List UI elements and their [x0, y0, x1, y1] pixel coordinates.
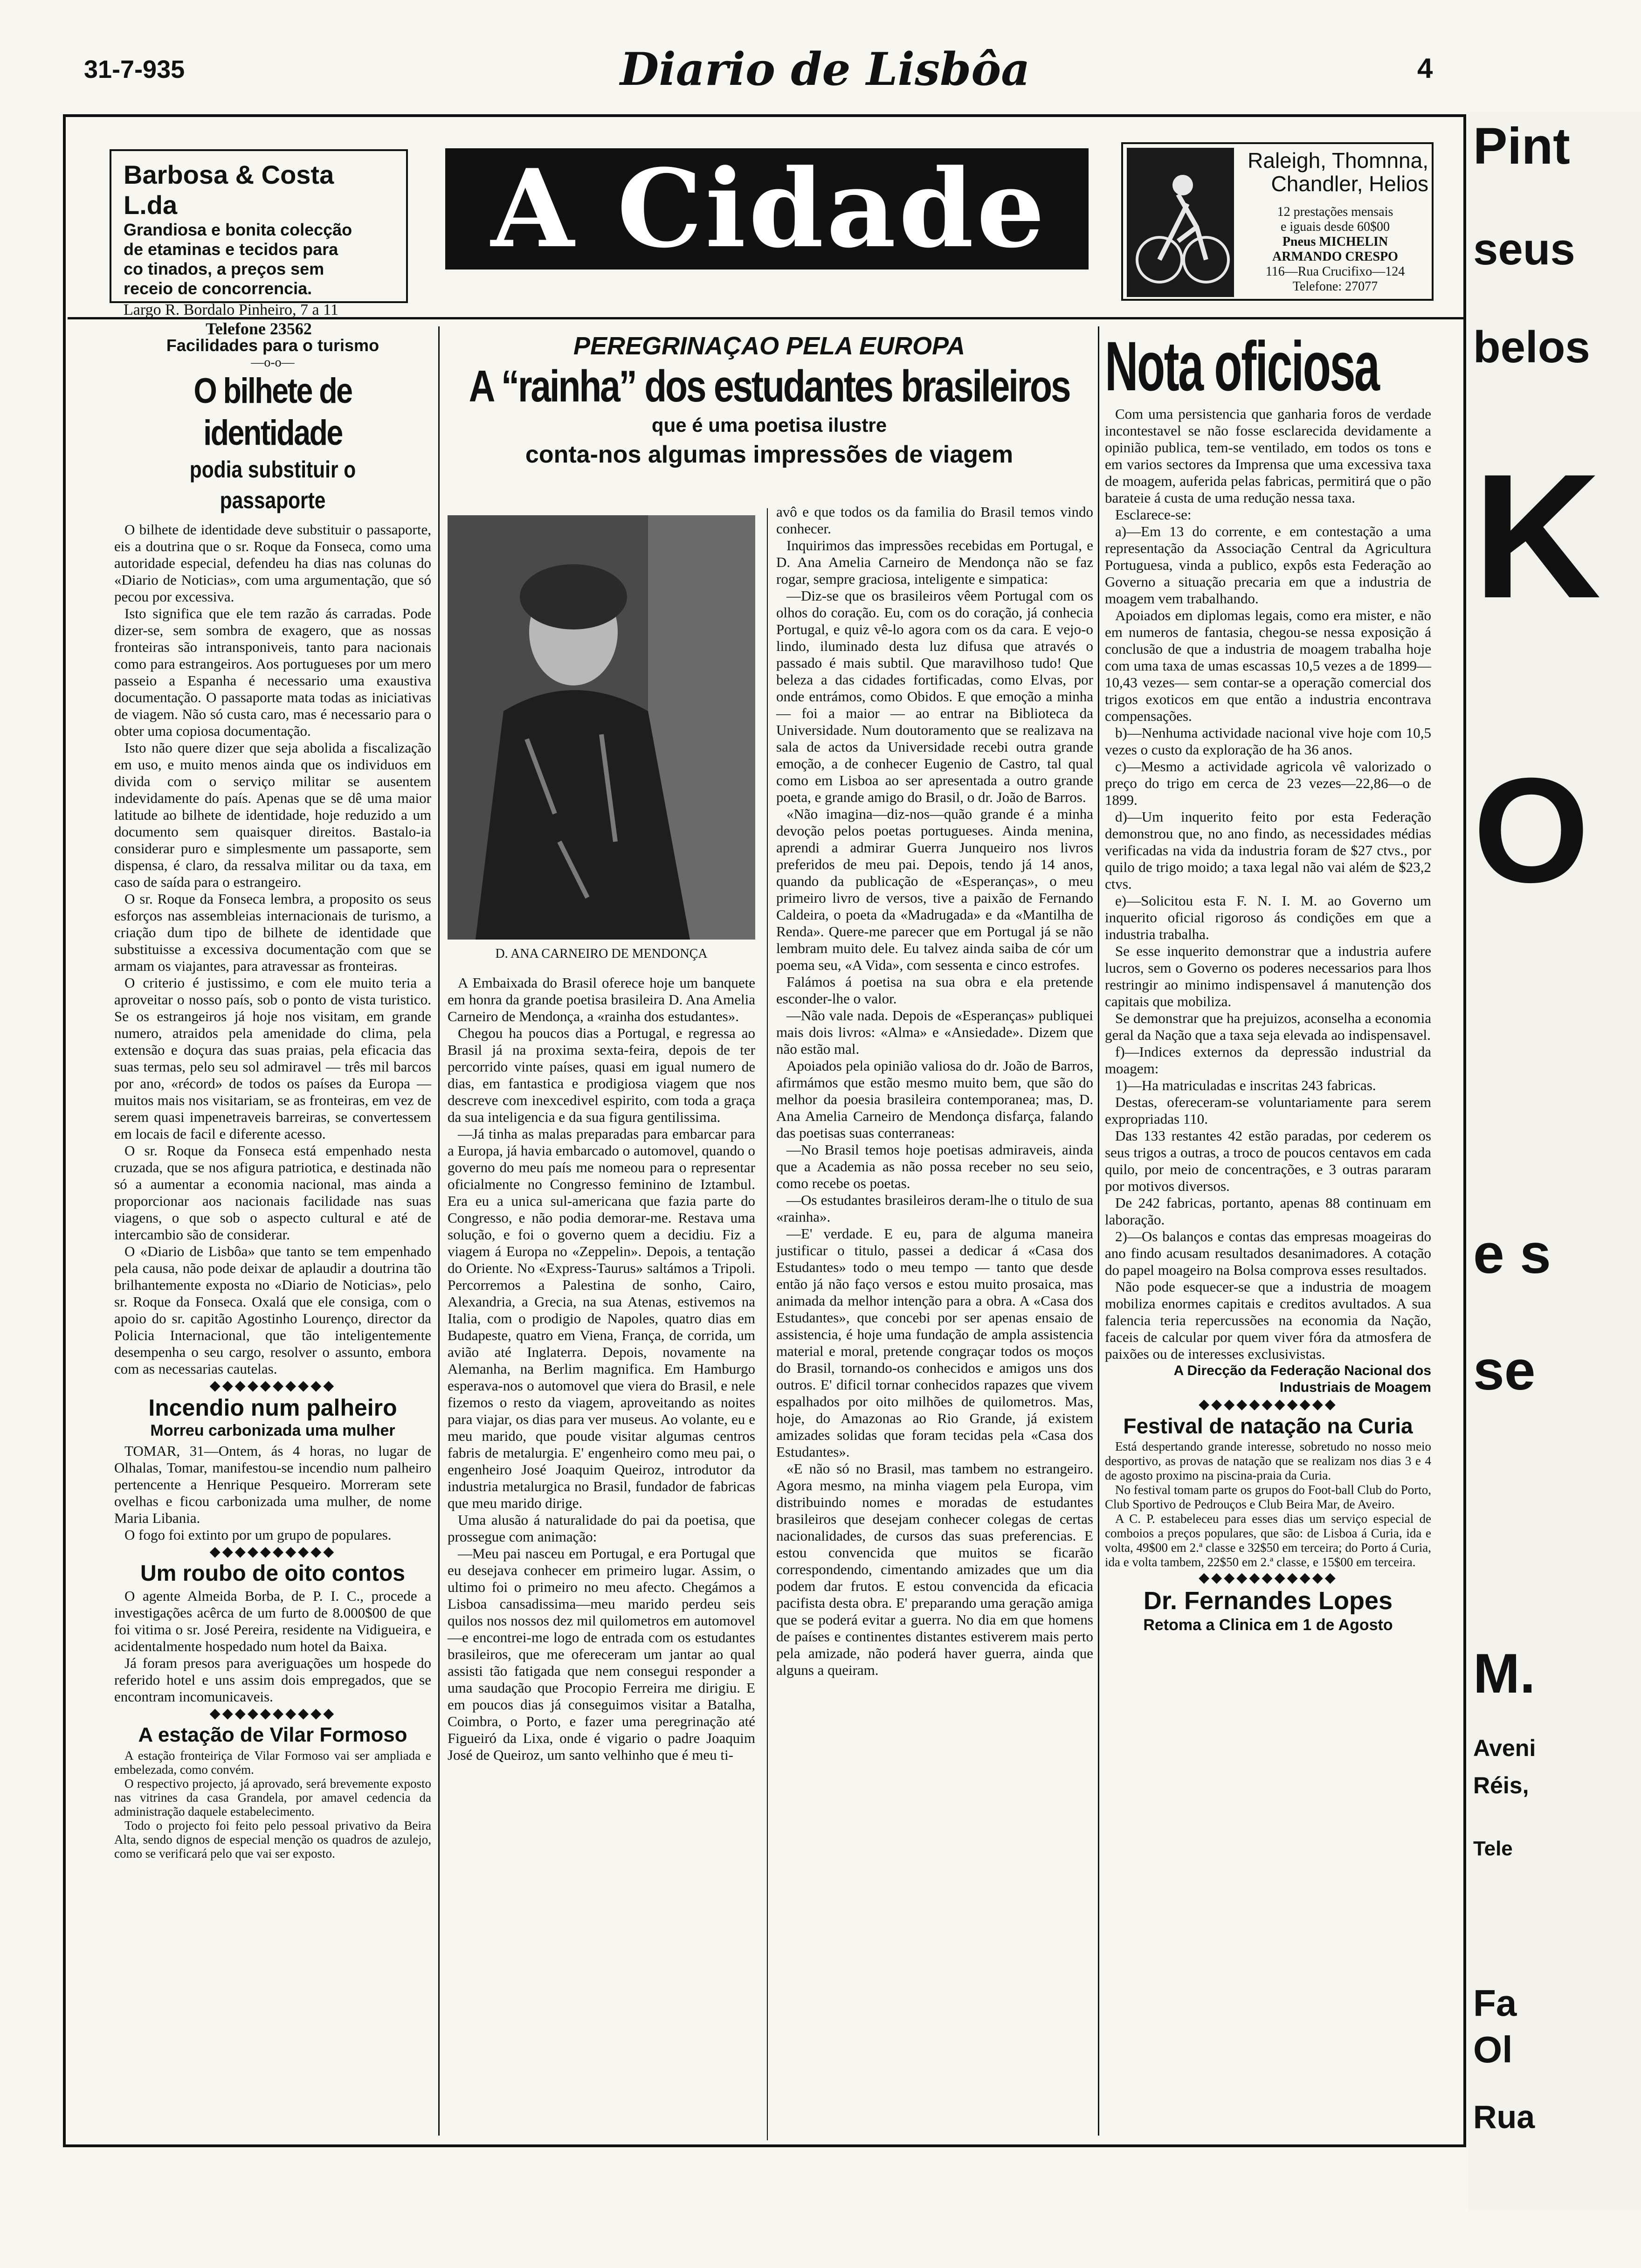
newspaper-title: Diario de Lisbôa [620, 43, 1030, 96]
paragraph: —Os estudantes brasileiros deram-lhe o titulo de sua «rainha». [776, 1192, 1093, 1225]
paragraph: Esclarece-se: [1115, 506, 1192, 523]
paragraph: —Meu pai nasceu em Portugal, e era Portugal que eu desejava conhecer em primeiro lugar. Assim, o ultimo foi o primeiro no meu afecto. Chegámos a Lisboa cansadissima—meu marido perdeu seis quilos nos nossos dez mil quilometros em automovel—e encontrei-me logo de entrada com os estudantes brasileiros, que me ofereceram um jantar ao qual assisti tão fatigada que nem consegui responder a uma saudação que Procopio Ferreira me dirigiu. E em poucos dias já conseguimos visitar a Batalha, Coimbra, o Porto, e fazer uma peregrinação até Figueiró da Lixa, onde é vigario o padre Joaquim José de Queiroz, um santo velhinho que é meu ti- [448, 1545, 755, 1763]
headline-nota-oficiosa: Nota oficiosa [1105, 327, 1379, 405]
section-title: A Cidade [491, 146, 1048, 272]
portrait-image [448, 515, 755, 940]
paragraph: A C. P. estabeleceu para esses dias um serviço especial de comboios a preços populares, que são: de Lisboa á Curia, ida e volta, 49$00 em 2.ª classe e 32$50 em terceira; do Porto á Curia, ida e volta tambem, 22$50 em 2.ª classe, e 15$00 em terceira. [1105, 1512, 1431, 1569]
ad-barbosa-costa [110, 149, 408, 338]
paragraph: «E não só no Brasil, mas tambem no estrangeiro. Agora mesmo, na minha viagem pela Europa, vim distribuindo nomes e moradas de estudantes brasileiros que desejam conhecer colegas de certas nacionalidades, de cursos das suas preferencias. E estou convencida que muitos se ficarão correspondendo, cimentando amizades que um dia podem dar frutos. E estou convencida da eficacia pacifista desta obra. E' preparando uma geração amiga que se poderá evitar a guerra. No dia em que homens de países e continentes distantes estiverem mais perto pela amizade, não poderá haver guerra, ainda que alguns a queiram. [776, 1460, 1093, 1678]
paragraph: Está despertando grande interesse, sobretudo no nosso meio desportivo, as provas de natação que se realizam nos dias 3 e 4 de agosto proximo na piscina-praia da Curia. [1105, 1439, 1431, 1482]
headline-festival-curia: Festival de natação na Curia [1123, 1414, 1413, 1438]
ad-address: Largo R. Bordalo Pinheiro, 7 a 11 [124, 301, 338, 318]
paragraph: Falámos á poetisa na sua obra e ela pretende esconder-lhe o valor. [776, 974, 1093, 1007]
adjacent-text: Fa [1473, 1982, 1517, 2024]
separator: ◆◆◆◆◆◆◆◆◆◆◆ [1199, 1570, 1338, 1585]
separator: ◆◆◆◆◆◆◆◆◆◆ [209, 1378, 336, 1393]
page-date: 31-7-935 [84, 55, 185, 83]
separator: ◆◆◆◆◆◆◆◆◆◆ [209, 1544, 336, 1559]
paragraph: Se esse inquerito demonstrar que a industria aufere lucros, sem o Governo os poderes necessarios para lhos restringir ao minimo indispensavel á manutenção dos capitais que mobiliza. [1105, 943, 1431, 1010]
column-rule [767, 508, 768, 2140]
paragraph: c)—Mesmo a actividade agricola vê valorizado o preço do trigo em cerca de 23 vezes—22,86—o de 1899. [1105, 758, 1431, 808]
subhead-incendio: Morreu carbonizada uma mulher [150, 1422, 395, 1439]
adjacent-page-strip [1469, 112, 1641, 2210]
signature: A Direcção da Federação Nacional dos Industriais de Moagem [1173, 1363, 1431, 1395]
paragraph: Inquirimos das impressões recebidas em Portugal, e D. Ana Amelia Carneiro de Mendonça não se faz rogar, sempre graciosa, inteligente e simpatica: [776, 537, 1093, 587]
column-rule [1098, 326, 1099, 2136]
paragraph: a)—Em 13 do corrente, e em contestação a uma representação da Associação Central da Agricultura Portuguesa, vinda a publico, expôs esta Federação ao Governo a situação precaria em que a industria de moagem vem trabalhando. [1105, 523, 1431, 607]
paragraph: TOMAR, 31—Ontem, ás 4 horas, no lugar de Olhalas, Tomar, manifestou-se incendio num palheiro pertencente a Henrique Pesqueiro. Morreram sete ovelhas e ficou carbonizada uma mulher, de nome Maria Libania. [114, 1443, 431, 1526]
ad-company-name: Barbosa & Costa L.da [124, 160, 334, 220]
paragraph: —Já tinha as malas preparadas para embarcar para a Europa, já havia embarcado o automovel, quando o governo do meu país me nomeou para o representar oficialmente no Congresso feminino de Iztambul. Era eu a unica sul-americana que fazia parte do Congresso, e não podia demorar-me. Restava uma solução, e foi o governo quem a decidiu. Fiz a viagem á Europa no «Zeppelin». Depois, a tentação do Oriente. No «Express-Taurus» saltámos a Tripoli. Percorremos a Palestina de sonho, Cairo, Alexandria, a Grecia, na sua Atenas, estivemos na Italia, com o prodigio de Napoles, quatro dias em Budapeste, quatro em Viena, França, de corrida, um avião até Inglaterra. Depois, novamente na Alemanha, na Berlim magnifica. Em Hamburgo esperava-nos o automovel que viera do Brasil, e nele fizemos o resto da viagem, aproveitando as noites para viajar, os dias para ver museus. Ao volante, eu e meu marido, que poude visitar algumas centros fabris de metalurgia. E' engenheiro como meu pai, o engenheiro José Joaquim Queiroz, introdutor da industria metalurgica no Brasil, fundador de fabricas que meu marido dirige. [448, 1126, 755, 1511]
ad-raleigh [1121, 142, 1434, 301]
portrait-photo [448, 515, 755, 940]
adjacent-text: Tele [1473, 1837, 1513, 1860]
column-rule [438, 326, 440, 2136]
paragraph: De 242 fabricas, portanto, apenas 88 continuam em laboração. [1105, 1195, 1431, 1228]
adjacent-text: M. [1473, 1642, 1536, 1705]
column-turismo [114, 336, 431, 1860]
paragraph: Se demonstrar que ha prejuizos, aconselha a economia geral da Nação que a taxa seja elevada ao indispensavel. [1105, 1010, 1431, 1043]
paragraph: e)—Solicitou esta F. N. I. M. ao Governo um inquerito oficial rigoroso ás condições em que a industria trabalha. [1105, 892, 1431, 942]
paragraph: Isto significa que ele tem razão ás carradas. Pode dizer-se, sem sombra de exagero, que as nossas fronteiras são intransponiveis, tanto para nacionais como para estrangeiros. Aos portugueses por um mero passeio a Espanha é necessario uma exaustiva documentação. O passaporte mata todas as iniciativas de viagem. Não só custa caro, mas é necessario para o obter uma copiosa documentação. [114, 605, 431, 739]
ad-phone: Telefone 23562 [206, 319, 312, 338]
paragraph: —No Brasil temos hoje poetisas admiraveis, ainda que a Academia as não possa receber no seu seio, como recebe os poetas. [776, 1141, 1093, 1191]
kicker-peregrinacao: PEREGRINAÇAO PELA EUROPA [573, 332, 965, 360]
ad-line: de etaminas e tecidos para [124, 240, 338, 259]
adjacent-text: Rua [1473, 2099, 1535, 2135]
ad-doctor-line: Retoma a Clinica em 1 de Agosto [1143, 1616, 1393, 1634]
subhead-impressoes: conta-nos algumas impressões de viagem [525, 441, 1014, 468]
ad-line: ARMANDO CRESPO [1272, 249, 1398, 264]
paragraph: O fogo foi extinto por um grupo de populares. [124, 1527, 392, 1543]
adjacent-text: Ol [1473, 2029, 1513, 2070]
paragraph: Já foram presos para averiguações um hospede do referido hotel e uns assim dois empregados, que se encontram incomunicaveis. [114, 1655, 431, 1705]
ad-line: Grandiosa e bonita colecção [124, 220, 352, 239]
paragraph: Uma alusão á naturalidade do pai da poetisa, que prossegue com animação: [448, 1512, 755, 1545]
paragraph: Chegou ha poucos dias a Portugal, e regressa ao Brasil já na proxima sexta-feira, depois de ter percorrido vinte países, quasi em igual numero de dias, em fantastica e prodigiosa viagem que nos descreve com inexcedivel espirito, com toda a graça da sua inteligencia e da sua figura gentilissima. [448, 1025, 755, 1125]
paragraph: Isto não quere dizer que seja abolida a fiscalização em uso, e muito menos ainda que os individuos em divida com o serviço militar se ausentem indevidamente do país. Apenas que se dê uma maior latitude ao bilhete de identidade, hoje reduzido a um documento sem quaisquer direitos. Bastalo-ia considerar puro e simplesmente um passaporte, sem dispensa, é claro, da ressalva militar ou da taxa, em caso de saída para o estrangeiro. [114, 740, 431, 890]
adjacent-text: belos [1473, 322, 1590, 372]
adjacent-text: O [1473, 747, 1589, 913]
feature-column-a [448, 975, 755, 1763]
paragraph: Apoiados em diplomas legais, como era mister, e não em numeros de fantasia, chegou-se nessa exposição á conclusão de que a industria de moagem trabalha hoje com uma taxa de umas escassas 10,5 vezes a de 1899—10,43 vezes— sem contar-se a operação comercial dos trigos exoticos em que então a industria encontrava compensações. [1105, 607, 1431, 724]
ad-line: e iguais desde 60$00 [1280, 220, 1390, 234]
paragraph: d)—Um inquerito feito por esta Federação demonstrou que, no ano findo, as necessidades médias verificadas na vida da industria foram de $27 ctvs., por quilo de trigo moido; a taxa legal não vai além de $23,2 ctvs. [1105, 809, 1431, 892]
feature-column-b [776, 504, 1093, 1679]
paragraph: O bilhete de identidade deve substituir o passaporte, eis a doutrina que o sr. Roque da Fonseca, como uma autoridade especial, defendeu ha dias nas colunas do «Diario de Noticias», com uma argumentação, que só pecou por excessiva. [114, 521, 431, 605]
ad-line: 116—Rua Crucifixo—124 [1265, 264, 1405, 279]
paragraph: 2)—Os balanços e contas das empresas moageiras do ano findo acusam resultados desanimadores. A cotação do papel moageiro na Bolsa comprova esses resultados. [1105, 1228, 1431, 1278]
ad-line: receio de concorrencia. [124, 279, 312, 298]
paragraph: A Embaixada do Brasil oferece hoje um banquete em honra da grande poetisa brasileira D. Ana Amelia Carneiro de Mendonça, a «rainha dos estudantes». [448, 975, 755, 1024]
ad-line: co tinados, a preços sem [124, 259, 324, 278]
kicker: Facilidades para o turismo [166, 336, 379, 355]
paragraph: O sr. Roque da Fonseca está empenhado nesta cruzada, que se nos afigura patriotica, e destinada não só a aumentar a economia nacional, mas ainda a proporcionar aos nacionais facilidade nas suas viagens, o que sob o aspecto cultural e até de intercambio são de considerar. [114, 1142, 431, 1243]
paragraph: Todo o projecto foi feito pelo pessoal privativo da Beira Alta, sendo dignos de especial menção os quadros de azulejo, como se verificará pelo que vai ser exposto. [114, 1819, 431, 1860]
ad-line: Pneus MICHELIN [1282, 235, 1388, 249]
cyclist-icon [1127, 148, 1234, 297]
adjacent-text: se [1473, 1339, 1536, 1402]
headline-incendio: Incendio num palheiro [148, 1395, 397, 1421]
ad-brands: Raleigh, Thomnna, Chandler, Helios [1248, 148, 1428, 196]
separator: ◆◆◆◆◆◆◆◆◆◆◆ [1199, 1397, 1338, 1412]
paragraph: O sr. Roque da Fonseca lembra, a proposito os seus esforços nas assembleias internacionais de turismo, a criação dum tipo de bilhete de identidade que substituisse a excessiva documentação com que se armam os viajantes, para atravessar as fronteiras. [114, 891, 431, 974]
adjacent-text: Pint [1473, 118, 1570, 175]
headline-bilhete: O bilhete de identidade [193, 371, 352, 453]
paragraph: Das 133 restantes 42 estão paradas, por cederem os seus trigos a outras, a troco de poucos centavos em cada quilo, por meio de concentrações, e 3 outras pararam por motivos diversos. [1105, 1127, 1431, 1194]
paragraph: —Diz-se que os brasileiros vêem Portugal com os olhos do coração. Eu, com os do coração, já conhecia Portugal, e quiz vê-lo agora com os da cara. E vejo-o lindo, iluminado desta luz difusa que através o passado é mais subtil. Que maravilhoso tudo! Que beleza a das cidades fortificadas, como Elvas, por onde entrámos, como Obidos. E que emoção a minha — foi a maior — ao entrar na Biblioteca da Universidade. Num doutoramento que se realizava na sala de actos da Universidade recebi outra grande emoção, a de conhecer Eugenio de Castro, tal qual como em Lisboa ao ser apresentada a outro grande poeta, e grande amigo do Brasil, o dr. João de Barros. [776, 588, 1093, 805]
paragraph: f)—Indices externos da depressão industrial da moagem: [1105, 1044, 1431, 1077]
paragraph: —Não vale nada. Depois de «Esperanças» publiquei mais dois livros: «Alma» e «Ansiedade». Dizem que não estão mal. [776, 1007, 1093, 1057]
headline-vilar-formoso: A estação de Vilar Formoso [138, 1723, 407, 1746]
paragraph: No festival tomam parte os grupos do Foot-ball Club do Porto, Club Sportivo de Pedrouços e Club Beira Mar, de Aveiro. [1105, 1483, 1431, 1511]
adjacent-text: Aveni [1473, 1735, 1536, 1761]
paragraph: «Não imagina—diz-nos—quão grande é a minha devoção pelos poetas portugueses. Ainda menina, aprendi a admirar Guerra Junqueiro nos livros preferidos de meu pai. Depois, tendo já 14 anos, quando da publicação de «Esperanças», o meu primeiro livro de versos, tive a paixão de Fernando Caldeira, o poeta da «Madrugada» e da «Mantilha de Renda». Quere-me parecer que em Portugal já se não lembram muito dele. Eu talvez ainda saiba de cór um poema seu, «A Vida», com sessenta e cinco estrofes. [776, 806, 1093, 973]
adjacent-text: Réis, [1473, 1772, 1529, 1798]
paragraph: b)—Nenhuma actividade nacional vive hoje com 10,5 vezes o custo da exploração de ha 36 anos. [1105, 725, 1431, 758]
photo-caption: D. ANA CARNEIRO DE MENDONÇA [495, 947, 708, 961]
headline-rainha: A “rainha” dos estudantes brasileiros [469, 361, 1070, 411]
paragraph: O respectivo projecto, já aprovado, será brevemente exposto nas vitrines da casa Grandela, por amavel cedencia da administração daquele estabelecimento. [114, 1777, 431, 1819]
page-number: 4 [1417, 53, 1433, 84]
paragraph: O «Diario de Lisbôa» que tanto se tem empenhado pela causa, não pode deixar de aplaudir a doutrina tão brilhantemente exposta no «Diario de Noticias», pelo sr. Roque da Fonseca. Oxalá que ele consiga, com o apoio do sr. capitão Agostinho Lourenço, director da Policia Internacional, que tão inteligentemente desempenha o seu cargo, resolver o assunto, embora com as necessarias cautelas. [114, 1243, 431, 1377]
adjacent-text: K [1473, 437, 1601, 635]
headline-roubo: Um roubo de oito contos [140, 1561, 405, 1586]
adjacent-text: e s [1473, 1223, 1551, 1285]
ornament: —o-o— [251, 355, 295, 370]
column-nota-oficiosa [1105, 326, 1431, 1634]
paragraph: —E' verdade. E eu, para de alguma maneira justificar o titulo, passei a dedicar á «Casa dos Estudantes» todo o meu tempo — tanto que desde então já não faço versos e estou muito prosaica, mas animada da melhor intenção para a obra. A «Casa dos Estudantes», que concebi por ser apenas ensaio de assistencia, é hoje uma fundação de ampla assistencia material e moral, pretende congraçar todos os moços do Brasil, tornando-os conhecidos e amigos uns dos outros. E' dificil tornar conhecidos rapazes que vivem espalhados por oito milhões de quilometros. Mas, hoje, do Amazonas ao Rio Grande, já existem amizades solidas que foram tecidas pela «Casa dos Estudantes». [776, 1225, 1093, 1460]
paragraph: O agente Almeida Borba, de P. I. C., procede a investigações acêrca de um furto de 8.000$00 de que foi vitima o sr. José Pereira, residente na Vidigueira, e acidentalmente hospedado num hotel da Baixa. [114, 1588, 431, 1654]
separator: ◆◆◆◆◆◆◆◆◆◆ [209, 1706, 336, 1721]
subhead-poetisa: que é uma poetisa ilustre [651, 414, 887, 436]
ad-line: 12 prestações mensais [1277, 205, 1393, 219]
adjacent-text: seus [1473, 224, 1575, 274]
paragraph: O criterio é justissimo, e com ele muito teria a aproveitar o nosso país, sob o ponto de vista turistico. Se os estrangeiros já hoje nos visitam, em grande numero, atraidos pela amenidade do clima, pela extensão e doçura das suas praias, pela eficacia das suas termas, pelo seu sol admiravel — três mil barcos por ano, «récord» de todos os países da Europa — muitos mais nos visitariam, se as fronteiras, em vez de serem quasi impenetraveis barreiras, se convertessem em locais de facil e diferente acesso. [114, 975, 431, 1142]
paragraph: A estação fronteiriça de Vilar Formoso vai ser ampliada e embelezada, como convém. [114, 1749, 431, 1777]
paragraph: 1)—Ha matriculadas e inscritas 243 fabricas. [1115, 1077, 1376, 1093]
subhead-passaporte: podia substituir o passaporte [189, 456, 356, 513]
paragraph: Destas, ofereceram-se voluntariamente para serem expropriadas 110. [1105, 1094, 1431, 1127]
paragraph: Apoiados pela opinião valiosa do dr. João de Barros, afirmámos que estão mesmo muito bem, que são do melhor da poesia brasileira contemporanea; mas, D. Ana Amelia Carneiro de Mendonça disfarça, falando das poetisas suas conterraneas: [776, 1058, 1093, 1141]
paragraph: Com uma persistencia que ganharia foros de verdade incontestavel se não fosse esclarecida devidamente a opinião publica, tem-se ventilado, em todos os tons e em varios sectores da Imprensa que uma excessiva taxa de moagem, auferida pelas fabricas, permitirá que o pão barateie á custa de uma redução nessa taxa. [1105, 406, 1431, 506]
paragraph: Não pode esquecer-se que a industria de moagem mobiliza enormes capitais e creditos avultados. A sua falencia teria repercussões na economia da Nação, faceis de calcular por quem viver fóra da atmosfera de paixões ou de interesses exclusivistas. [1105, 1279, 1431, 1362]
ad-line: Telefone: 27077 [1292, 279, 1378, 294]
ad-text [1242, 205, 1428, 294]
feature-header [443, 331, 1096, 471]
ad-doctor-name: Dr. Fernandes Lopes [1143, 1587, 1393, 1615]
paragraph: avô e que todos os da familia do Brasil temos vindo conhecer. [776, 504, 1093, 537]
